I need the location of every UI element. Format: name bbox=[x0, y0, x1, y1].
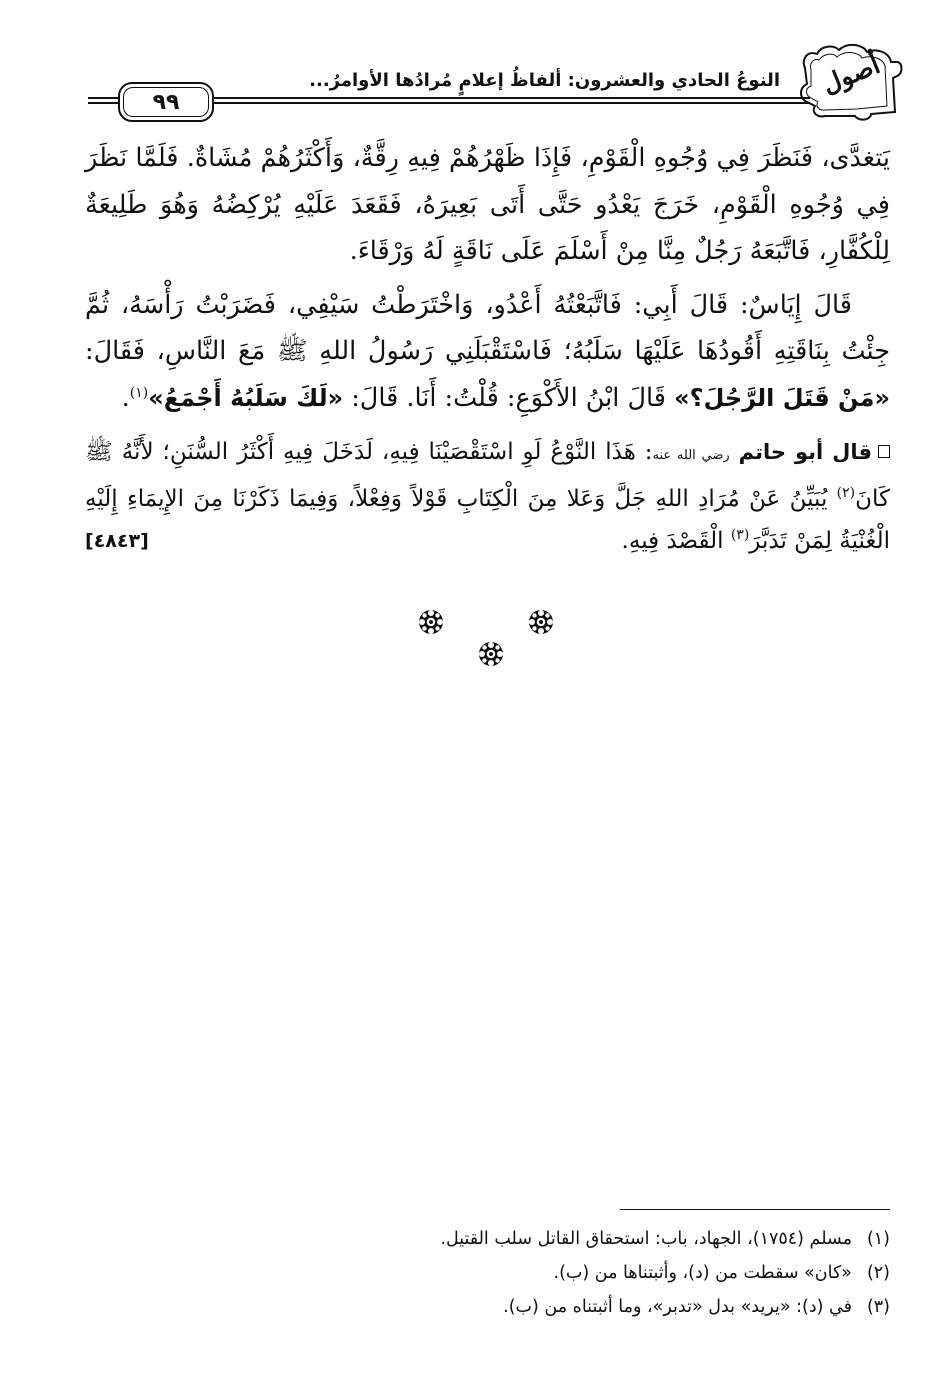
paragraph-3 bbox=[85, 431, 890, 563]
paragraph-2 bbox=[85, 282, 890, 422]
footnote-item bbox=[300, 1290, 890, 1324]
square-bullet-icon bbox=[878, 445, 890, 458]
flower-ornament-icon bbox=[526, 607, 556, 637]
text-line: لِلْكُفَّارِ، فَاتَّبَعَهُ رَجُلٌ مِنَّا مِنْ أَسْلَمَ عَلَى نَاقَةٍ لَهُ وَرْقَاءَ. bbox=[349, 236, 890, 266]
page-number: ٩٩ bbox=[123, 87, 209, 117]
reference-number: [٤٨٤٣] bbox=[85, 530, 149, 552]
footnote-item bbox=[300, 1222, 890, 1256]
footnote-text: «كان» سقطت من (د)، وأثبتناها من (ب). bbox=[553, 1263, 852, 1283]
flower-ornament-icon bbox=[416, 607, 446, 637]
quote-bold: «لَكَ سَلَبُهُ أَجْمَعُ» bbox=[148, 383, 344, 412]
corner-badge bbox=[797, 40, 905, 122]
footnote-number: (٢) bbox=[866, 1263, 890, 1283]
period: . bbox=[121, 382, 130, 413]
commentary-text: يُبَيِّنُ عَنْ مُرَادِ اللهِ جَلَّ وَعَلا مِنَ الْكِتَابِ قَوْلاً وَفِعْلاً، وَفِيمَا ذَكَرْنَا مِنَ الإِيمَاءِ إِلَيْهِ الْغُنْيَةُ لِمَنْ تَدَبَّرَ bbox=[85, 485, 890, 554]
footnote-marker: (٣) bbox=[730, 527, 750, 543]
footnote-text: مسلم (١٧٥٤)، الجهاد، باب: استحقاق القاتل سلب القتيل. bbox=[440, 1229, 852, 1249]
quote-bold: «مَنْ قَتَلَ الرَّجُلَ؟» bbox=[674, 383, 890, 412]
footnotes bbox=[300, 1222, 890, 1324]
footnote-number: (١) bbox=[866, 1229, 890, 1249]
footnote-marker: (١) bbox=[129, 384, 149, 401]
narration-text: قَالَ إِيَاسٌ: قَالَ أَبِي: فَاتَّبَعْتُهُ أَعْدُو، وَاخْتَرَطْتُ سَيْفِي، فَضَرَبْتُ رَأْسَهُ، ثُمَّ جِئْتُ بِنَاقَتِهِ أَقُودُهَا عَلَيْهَا سَلَبُهُ؛ فَاسْتَقْبَلَنِي رَسُولُ اللهِ ﷺ مَعَ النَّاسِ، فَقَالَ: bbox=[85, 289, 890, 366]
footnote-number: (٣) bbox=[866, 1297, 890, 1317]
page-number-frame bbox=[118, 82, 214, 122]
flower-ornament-icon bbox=[476, 639, 506, 669]
footnote-item bbox=[300, 1256, 890, 1290]
honorific: رضي الله عنه bbox=[652, 448, 730, 463]
text-line: يَتغدَّى، فَنَظَرَ فِي وُجُوهِ الْقَوْمِ، فَإِذَا ظَهْرُهُمْ فِيهِ رِقَّةٌ، وَأَكْثَرُهُمْ مُشَاةٌ. فَلَمَّا نَظَرَ bbox=[85, 143, 890, 173]
speaker-name: قال أبو حاتم bbox=[738, 440, 872, 464]
footnote-text: في (د): «يريد» بدل «تدبر»، وما أثبتناه من (ب). bbox=[503, 1297, 852, 1317]
footnote-marker: (٢) bbox=[836, 484, 856, 501]
corner-label: أصول bbox=[818, 49, 884, 100]
narration-text: قَالَ ابْنُ الأَكْوَعِ: قُلْتُ: أَنَا. قَالَ: bbox=[351, 382, 666, 413]
page-header bbox=[0, 0, 945, 140]
commentary-text: الْقَصْدَ فِيهِ. bbox=[621, 528, 724, 554]
running-title: النوعُ الحادي والعشرون: ألفاظُ إعلامٍ مُرادُها الأوامرُ... bbox=[309, 70, 780, 91]
text-line: فِي وُجُوهِ الْقَوْمِ، خَرَجَ يَعْدُو حَتَّى أَتَى بَعِيرَهُ، فَقَعَدَ عَلَيْهِ يُرْكِضُهُ وَهُوَ طَلِيعَةٌ bbox=[85, 189, 890, 220]
main-text bbox=[85, 135, 890, 563]
paragraph-1 bbox=[85, 135, 890, 275]
commentary-text: : هَذَا النَّوْعُ لَوِ اسْتَقْصَيْنَا فِيهِ، لَدَخَلَ فِيهِ أَكْثَرُ السُّنَنِ؛ لأَنَّهُ ﷺ كَانَ bbox=[85, 439, 890, 512]
footnote-separator bbox=[620, 1209, 890, 1210]
